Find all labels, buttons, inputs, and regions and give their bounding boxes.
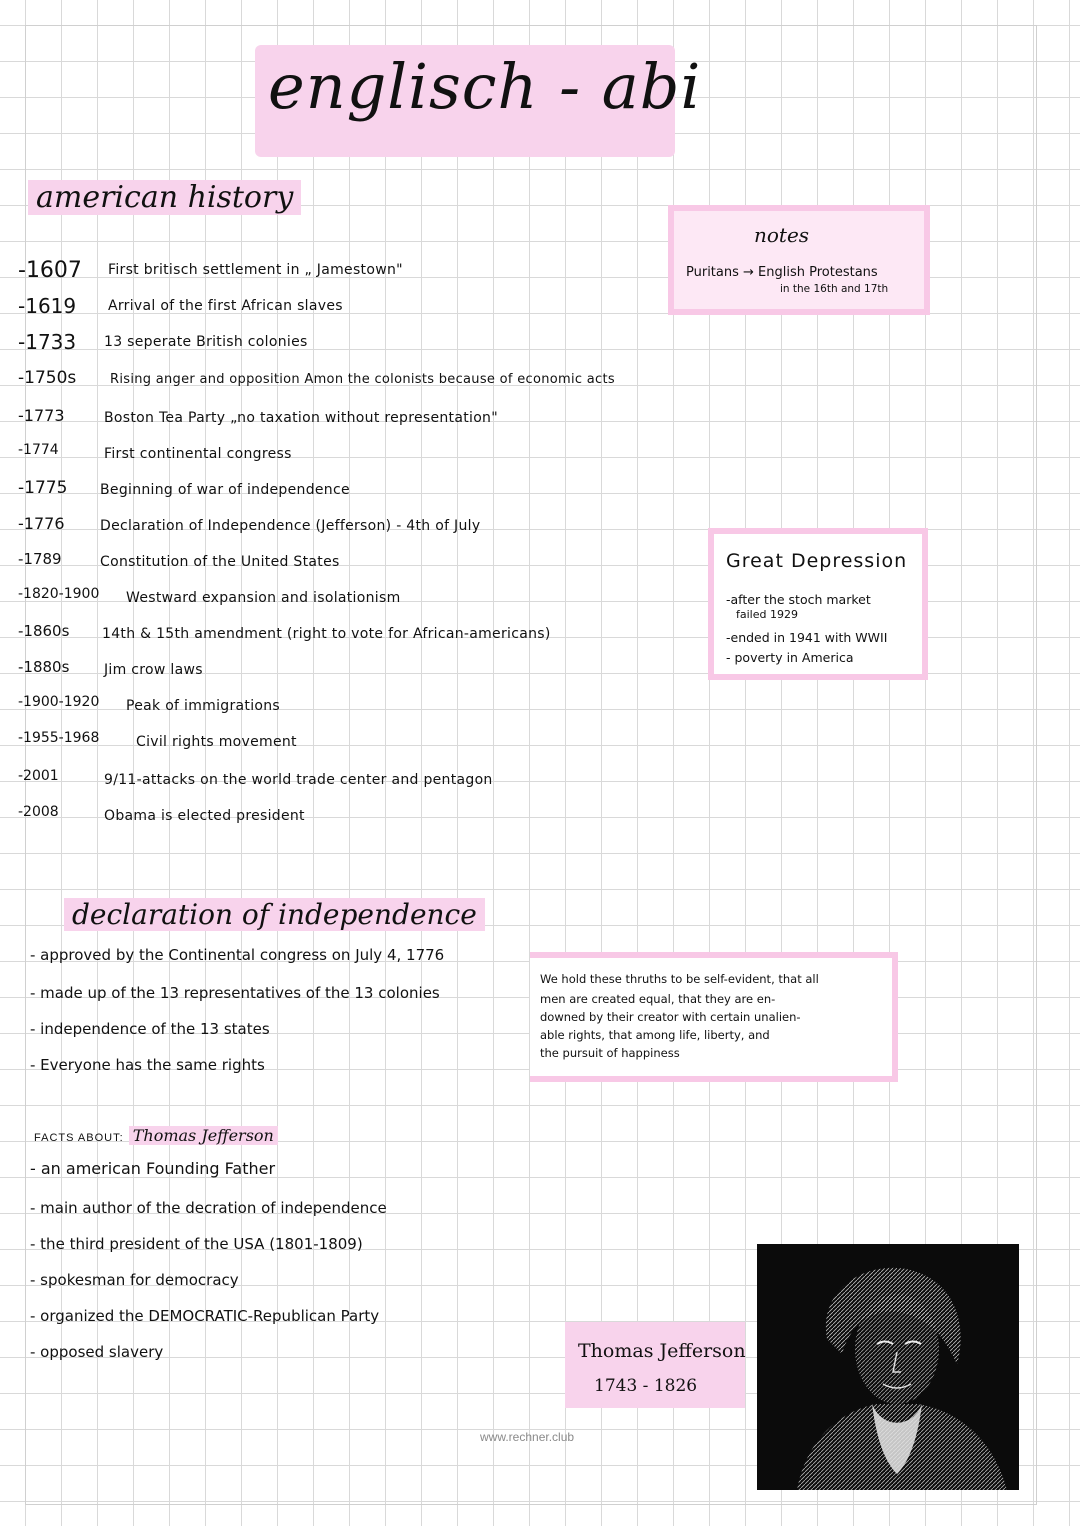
timeline-event: Rising anger and opposition Amon the colonists because of economic acts (110, 372, 615, 387)
timeline-event: Civil rights movement (136, 734, 297, 750)
quote-line: downed by their creator with certain unalien- (540, 1010, 801, 1024)
declaration-item: - Everyone has the same rights (30, 1056, 265, 1074)
quote-line: able rights, that among life, liberty, and (540, 1028, 770, 1042)
timeline-year: -1789 (18, 550, 62, 568)
great-depression-title: Great Depression (726, 550, 908, 572)
quote-line: men are created equal, that they are en- (540, 992, 776, 1006)
fact-item: - spokesman for democracy (30, 1271, 239, 1289)
timeline-year: -1880s (18, 658, 70, 676)
notes-line-2: in the 16th and 17th (780, 283, 889, 295)
quote-box (530, 952, 898, 1082)
fact-item: - an american Founding Father (30, 1159, 276, 1178)
timeline-year: -1750s (18, 368, 77, 388)
facts-label: FACTS ABOUT: (34, 1132, 124, 1144)
timeline-year: -2001 (18, 768, 59, 784)
facts-name: Thomas Jefferson (129, 1126, 278, 1145)
timeline-event: First britisch settlement in „ Jamestown" (108, 262, 403, 278)
timeline-event: Boston Tea Party „no taxation without representation" (104, 410, 498, 426)
declaration-item: - made up of the 13 representatives of the 13 colonies (30, 984, 440, 1002)
notes-box (668, 205, 930, 315)
timeline-year: -1775 (18, 478, 68, 498)
timeline-year: -1733 (18, 330, 77, 354)
quote-line: We hold these thruths to be self-evident, that all (540, 972, 819, 986)
jefferson-portrait-image (757, 1244, 1019, 1490)
watermark: www.rechner.club (480, 1430, 575, 1444)
timeline-year: -1619 (18, 294, 77, 318)
timeline-event: Peak of immigrations (126, 698, 281, 714)
timeline-year: -1860s (18, 622, 70, 640)
timeline-event: Declaration of Independence (Jefferson) - 4th of July (100, 518, 481, 534)
depression-item: -ended in 1941 with WWII (726, 630, 888, 645)
timeline-year: -1955-1968 (18, 730, 100, 746)
portrait-years: 1743 - 1826 (594, 1376, 698, 1396)
fact-item: - organized the DEMOCRATIC-Republican Party (30, 1307, 380, 1325)
declaration-item: - approved by the Continental congress on July 4, 1776 (30, 946, 445, 964)
declaration-heading: declaration of independence (64, 898, 485, 931)
notes-line-1: Puritans → English Protestans (686, 265, 878, 280)
fact-item: - opposed slavery (30, 1343, 164, 1361)
fact-item: - main author of the decration of independence (30, 1199, 387, 1217)
timeline-event: Arrival of the first African slaves (108, 298, 343, 314)
portrait-name: Thomas Jefferson (578, 1340, 746, 1362)
portrait-illustration (757, 1244, 1019, 1490)
declaration-item: - independence of the 13 states (30, 1020, 270, 1038)
depression-item: -after the stoch market (726, 592, 871, 607)
depression-item: - poverty in America (726, 650, 854, 665)
depression-item: failed 1929 (736, 608, 798, 621)
timeline-event: 14th & 15th amendment (right to vote for African-americans) (102, 626, 551, 642)
timeline-event: 13 seperate British colonies (104, 334, 308, 350)
timeline-event: Jim crow laws (104, 662, 203, 678)
timeline-year: -1607 (18, 258, 82, 283)
timeline-event: Westward expansion and isolationism (126, 590, 401, 606)
timeline-year: -1820-1900 (18, 586, 100, 602)
timeline-year: -1774 (18, 442, 59, 458)
timeline-year: -1776 (18, 514, 65, 533)
fact-item: - the third president of the USA (1801-1809) (30, 1235, 363, 1253)
facts-heading (34, 1126, 278, 1145)
great-depression-box (708, 528, 928, 680)
timeline-event: 9/11-attacks on the world trade center and pentagon (104, 772, 493, 788)
notes-title: notes (754, 223, 810, 247)
timeline-year: -1900-1920 (18, 694, 100, 710)
timeline-event: First continental congress (104, 446, 292, 462)
timeline-event: Constitution of the United States (100, 554, 340, 570)
history-heading: american history (28, 180, 301, 215)
timeline-year: -2008 (18, 804, 59, 820)
timeline-year: -1773 (18, 406, 65, 425)
page-title: englisch - abi (268, 50, 702, 123)
timeline-event: Obama is elected president (104, 808, 305, 824)
quote-line: the pursuit of happiness (540, 1046, 680, 1060)
timeline-event: Beginning of war of independence (100, 482, 350, 498)
